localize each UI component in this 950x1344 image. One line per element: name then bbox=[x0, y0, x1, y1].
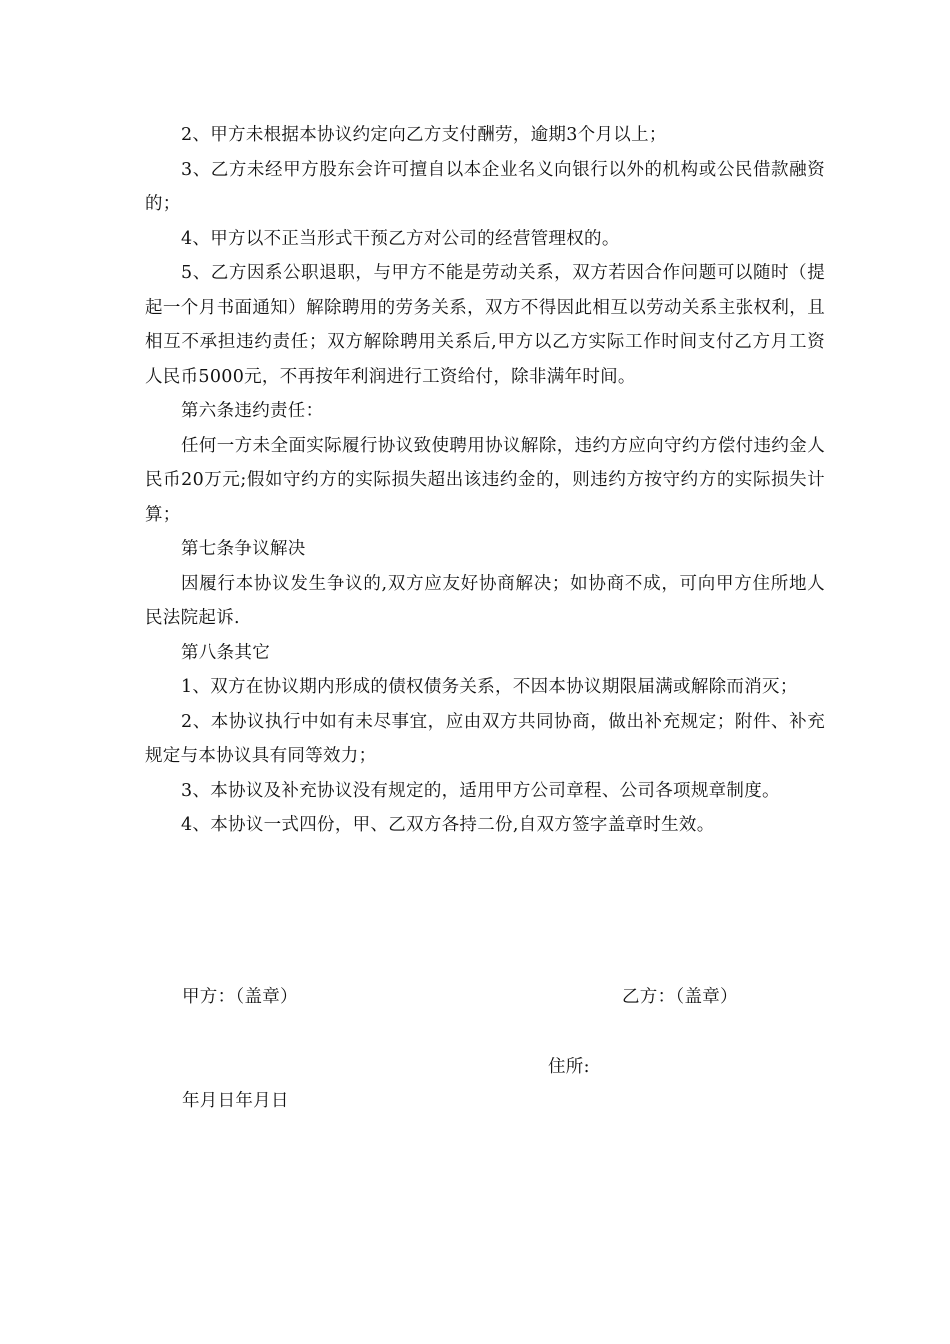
clause-2-overdue-payment: 2、甲方未根据本协议约定向乙方支付酬劳，逾期3个月以上； bbox=[181, 125, 667, 145]
party-b-seal-label: 乙方：（盖章） bbox=[622, 987, 738, 1007]
date-line: 年月日年月日 bbox=[182, 1091, 289, 1111]
article-7-heading: 第七条争议解决 bbox=[181, 539, 306, 559]
article-6-body: 任何一方未全面实际履行协议致使聘用协议解除，违约方应向守约方偿付违约金人民币20万元;假如守约方的实际损失超出该违约金的，则违约方按守约方的实际损失计算； bbox=[145, 435, 825, 525]
address-label: 住所: bbox=[548, 1057, 590, 1077]
agreement-body bbox=[145, 118, 825, 843]
clause-3-unauthorized-borrowing: 3、乙方未经甲方股东会许可擅自以本企业名义向银行以外的机构或公民借款融资的； bbox=[145, 159, 825, 214]
article-8-item-3: 3、本协议及补充协议没有规定的，适用甲方公司章程、公司各项规章制度。 bbox=[181, 780, 780, 801]
clause-4-improper-interference: 4、甲方以不正当形式干预乙方对公司的经营管理权的。 bbox=[181, 228, 620, 249]
article-8-item-1: 1、双方在协议期内形成的债权债务关系，不因本协议期限届满或解除而消灭； bbox=[181, 677, 798, 697]
clause-5-termination: 5、乙方因系公职退职，与甲方不能是劳动关系，双方若因合作问题可以随时（提起一个月书面通知）解除聘用的劳务关系，双方不得因此相互以劳动关系主张权利，且相互不承担违约责任；双方解除聘用关系后,甲方以乙方实际工作时间支付乙方月工资人民币5000元，不再按年利润进行工资给付，除非满年时间。 bbox=[145, 263, 825, 387]
party-a-seal-label: 甲方：（盖章） bbox=[182, 987, 298, 1007]
article-8-heading: 第八条其它 bbox=[181, 642, 270, 663]
article-8-item-4: 4、本协议一式四份，甲、乙双方各持二份,自双方签字盖章时生效。 bbox=[181, 815, 715, 835]
article-7-body: 因履行本协议发生争议的,双方应友好协商解决；如协商不成，可向甲方住所地人民法院起诉. bbox=[145, 573, 825, 628]
article-8-item-2: 2、本协议执行中如有未尽事宜，应由双方共同协商，做出补充规定；附件、补充规定与本协议具有同等效力； bbox=[145, 711, 825, 766]
article-6-heading: 第六条违约责任： bbox=[181, 401, 324, 421]
